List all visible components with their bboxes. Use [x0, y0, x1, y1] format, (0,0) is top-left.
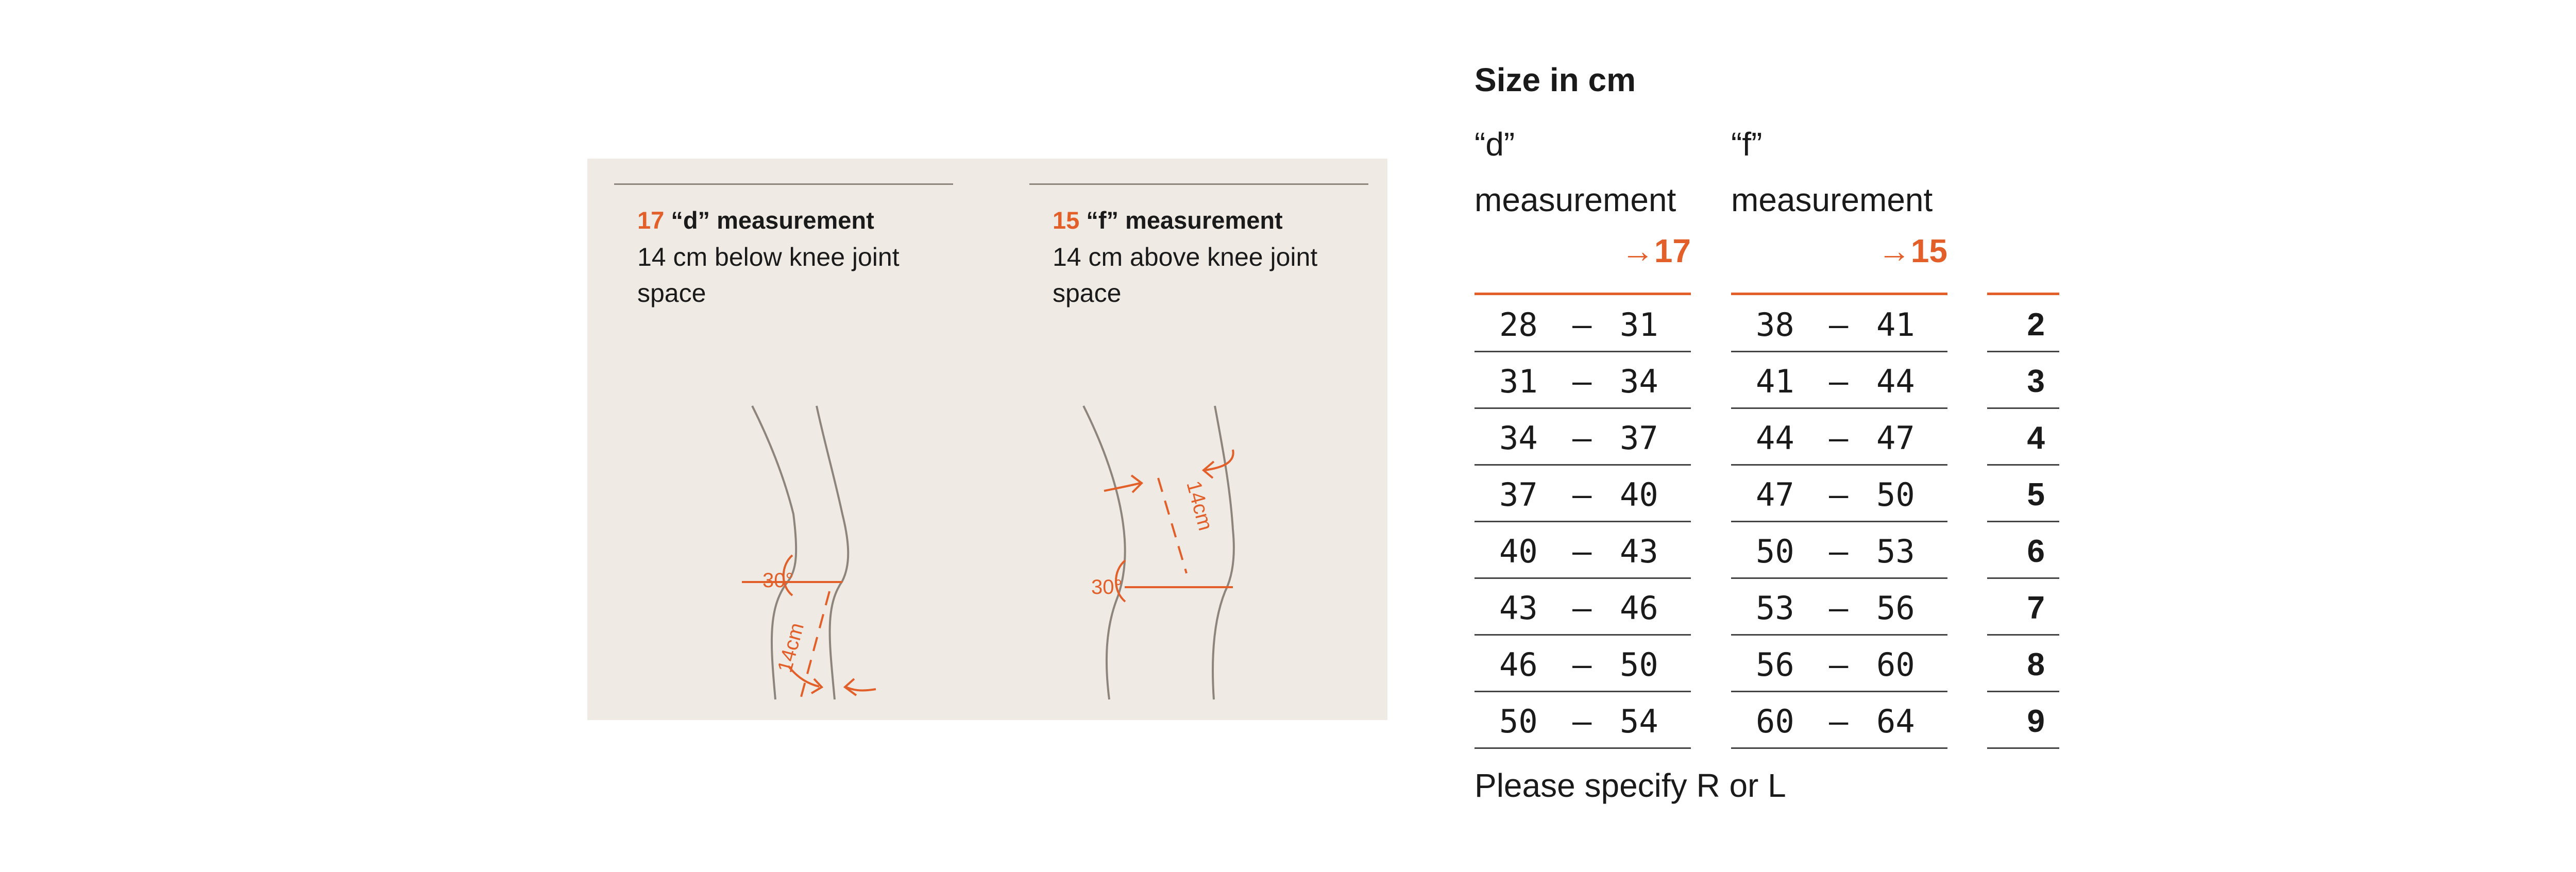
d-column-header: “d” measurement [1475, 126, 1676, 218]
size-table-title: Size in cm [1475, 61, 1636, 98]
f-measurement-number: 15 [1053, 207, 1080, 234]
d-range-row [1475, 523, 1691, 579]
side-note: Please specify R or L [1475, 767, 1786, 804]
row-rule [1987, 747, 2059, 749]
range-min: 46 [1499, 646, 1538, 683]
range-min: 37 [1499, 476, 1538, 514]
range-dash: – [1572, 646, 1592, 683]
row-rule [1475, 634, 1691, 636]
range-min: 28 [1499, 306, 1538, 344]
row-rule [1731, 577, 1947, 579]
divider [1029, 183, 1368, 185]
range-dash: – [1829, 703, 1849, 740]
range-max: 46 [1620, 589, 1658, 627]
range-dash: – [1572, 363, 1592, 400]
size-cell [1987, 297, 2059, 352]
d-range-row [1475, 637, 1691, 692]
row-rule [1731, 691, 1947, 692]
range-min: 43 [1499, 589, 1538, 627]
range-dash: – [1572, 306, 1592, 344]
row-rule [1731, 464, 1947, 466]
row-rule [1987, 407, 2059, 409]
range-min: 50 [1756, 533, 1794, 570]
range-dash: – [1829, 646, 1849, 683]
f-range-row [1731, 693, 1947, 749]
range-dash: – [1829, 363, 1849, 400]
range-max: 41 [1876, 306, 1915, 344]
f-range-row [1731, 297, 1947, 352]
d-angle-label: 30° [762, 569, 794, 592]
row-rule [1731, 521, 1947, 522]
size-cell [1987, 467, 2059, 522]
range-dash: – [1572, 703, 1592, 740]
range-max: 64 [1876, 703, 1915, 740]
d-length-label: 14cm [773, 620, 809, 675]
d-range-row [1475, 467, 1691, 522]
size-cell [1987, 410, 2059, 466]
row-rule [1987, 577, 2059, 579]
range-min: 31 [1499, 363, 1538, 400]
f-measurement-description: 14 cm above knee joint space [1053, 243, 1318, 307]
range-dash: – [1829, 589, 1849, 627]
range-dash: – [1572, 476, 1592, 514]
d-measurement-heading [637, 206, 874, 234]
range-dash: – [1572, 419, 1592, 457]
range-max: 54 [1620, 703, 1658, 740]
size-cell [1987, 637, 2059, 692]
f-range-row [1731, 637, 1947, 692]
row-rule [1475, 577, 1691, 579]
f-range-row [1731, 353, 1947, 409]
size-value: 6 [2027, 534, 2045, 569]
size-value: 8 [2027, 647, 2045, 682]
f-range-row [1731, 580, 1947, 636]
range-min: 60 [1756, 703, 1794, 740]
range-max: 40 [1620, 476, 1658, 514]
f-knee-diagram [1076, 401, 1292, 710]
range-max: 50 [1876, 476, 1915, 514]
f-range-row [1731, 467, 1947, 522]
range-max: 60 [1876, 646, 1915, 683]
range-max: 50 [1620, 646, 1658, 683]
d-range-row [1475, 297, 1691, 352]
d-column-arrow: →17 [1621, 232, 1691, 269]
row-rule [1731, 351, 1947, 352]
measurement-guide-panel [587, 159, 1387, 720]
row-rule [1987, 691, 2059, 692]
f-angle-label: 30° [1091, 576, 1123, 599]
row-rule [1475, 407, 1691, 409]
size-cell [1987, 353, 2059, 409]
size-cell [1987, 580, 2059, 636]
row-rule [1987, 464, 2059, 466]
f-measurement-heading [1053, 206, 1283, 234]
range-dash: – [1829, 533, 1849, 570]
d-range-row [1475, 693, 1691, 749]
size-value: 3 [2027, 364, 2045, 399]
size-value: 7 [2027, 590, 2045, 626]
f-length-label: 14cm [1182, 478, 1217, 533]
f-range-row [1731, 523, 1947, 579]
size-cell [1987, 523, 2059, 579]
d-measurement-description: 14 cm below knee joint space [637, 243, 900, 307]
size-value: 5 [2027, 477, 2045, 512]
row-rule [1987, 521, 2059, 522]
row-rule [1475, 521, 1691, 522]
d-measurement-title: “d” measurement [671, 207, 874, 234]
size-value: 4 [2027, 420, 2045, 456]
range-dash: – [1829, 306, 1849, 344]
range-min: 56 [1756, 646, 1794, 683]
d-range-row [1475, 580, 1691, 636]
range-min: 38 [1756, 306, 1794, 344]
range-max: 31 [1620, 306, 1658, 344]
size-value: 2 [2027, 307, 2045, 343]
row-rule [1475, 747, 1691, 749]
range-max: 34 [1620, 363, 1658, 400]
range-dash: – [1829, 476, 1849, 514]
range-max: 47 [1876, 419, 1915, 457]
range-max: 53 [1876, 533, 1915, 570]
range-min: 44 [1756, 419, 1794, 457]
row-rule [1475, 351, 1691, 352]
d-knee-diagram [665, 401, 881, 710]
f-range-row [1731, 410, 1947, 466]
range-min: 34 [1499, 419, 1538, 457]
row-rule [1731, 634, 1947, 636]
d-range-row [1475, 353, 1691, 409]
range-min: 50 [1499, 703, 1538, 740]
row-rule [1475, 464, 1691, 466]
range-dash: – [1572, 589, 1592, 627]
range-min: 53 [1756, 589, 1794, 627]
size-cell [1987, 693, 2059, 749]
range-min: 40 [1499, 533, 1538, 570]
size-value: 9 [2027, 704, 2045, 739]
row-rule [1475, 691, 1691, 692]
f-column-header: “f” measurement [1731, 126, 1933, 218]
range-max: 44 [1876, 363, 1915, 400]
range-max: 56 [1876, 589, 1915, 627]
range-max: 37 [1620, 419, 1658, 457]
range-dash: – [1829, 419, 1849, 457]
row-rule [1731, 407, 1947, 409]
range-dash: – [1572, 533, 1592, 570]
d-range-row [1475, 410, 1691, 466]
d-column-rule [1475, 293, 1691, 295]
row-rule [1987, 351, 2059, 352]
range-min: 41 [1756, 363, 1794, 400]
size-column-rule [1987, 293, 2059, 295]
range-min: 47 [1756, 476, 1794, 514]
f-column-arrow: →15 [1877, 232, 1947, 269]
row-rule [1731, 747, 1947, 749]
f-measurement-title: “f” measurement [1086, 207, 1283, 234]
row-rule [1987, 634, 2059, 636]
f-column-rule [1731, 293, 1947, 295]
range-max: 43 [1620, 533, 1658, 570]
divider [614, 183, 953, 185]
d-measurement-number: 17 [637, 207, 665, 234]
